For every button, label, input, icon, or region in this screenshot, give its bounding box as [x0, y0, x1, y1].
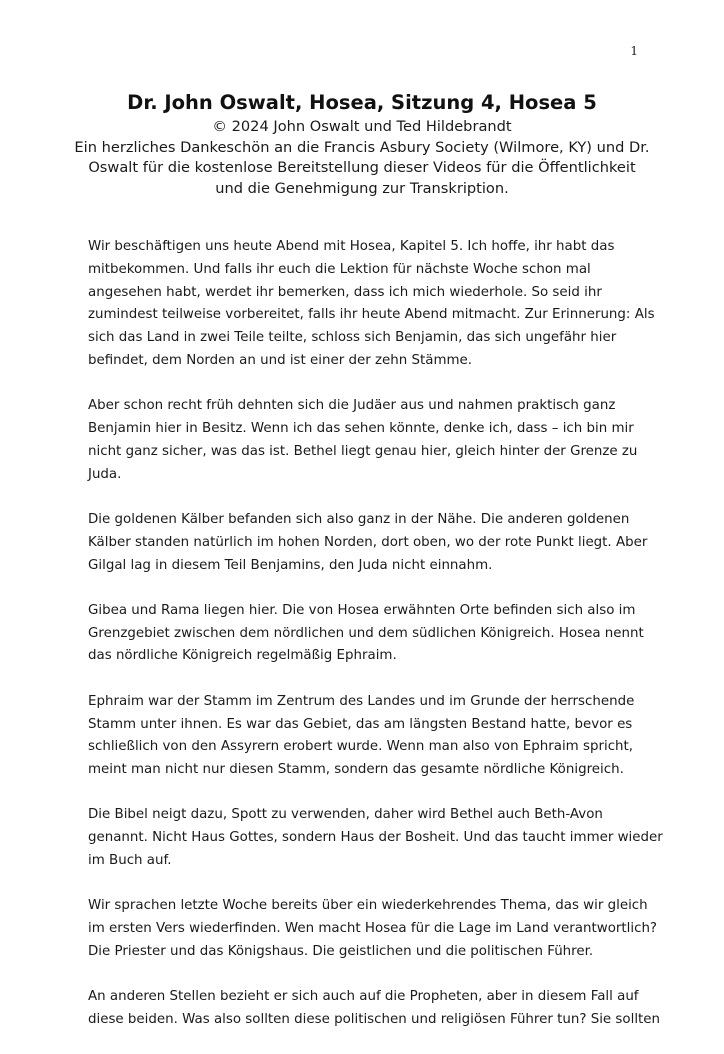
paragraph-line: schließlich von den Assyrern erobert wurde. Wenn man also von Ephraim spricht,: [88, 739, 634, 755]
paragraph: [88, 895, 658, 963]
document-title: Dr. John Oswalt, Hosea, Sitzung 4, Hosea 5: [127, 91, 597, 114]
document-body: [88, 236, 663, 1054]
paragraph-line: nicht ganz sicher, was das ist. Bethel liegt genau hier, gleich hinter der Grenze zu: [88, 443, 638, 459]
paragraph-line: mitbekommen. Und falls ihr euch die Lektion für nächste Woche schon mal: [88, 261, 591, 277]
paragraph-line: das nördliche Königreich regelmäßig Ephraim.: [88, 648, 397, 664]
paragraph-line: sich das Land in zwei Teile teilte, schloss sich Benjamin, das sich ungefähr hier: [88, 330, 617, 346]
paragraph-line: Die Priester und das Königshaus. Die geistlichen und die politischen Führer.: [88, 943, 594, 959]
acknowledgement-line: und die Genehmigung zur Transkription.: [215, 179, 509, 197]
paragraph-line: diese beiden. Was also sollten diese politischen und religiösen Führer tun? Sie sollten: [88, 1012, 661, 1028]
paragraph-line: Grenzgebiet zwischen dem nördlichen und dem südlichen Königreich. Hosea nennt: [88, 625, 644, 641]
paragraph-line: Juda.: [88, 466, 122, 482]
paragraph: [88, 600, 648, 668]
paragraph-line: Aber schon recht früh dehnten sich die Judäer aus und nahmen praktisch ganz: [88, 398, 616, 414]
paragraph-line: Stamm unter ihnen. Es war das Gebiet, das am längsten Bestand hatte, bevor es: [88, 716, 633, 732]
paragraph-line: im ersten Vers wiederfinden. Wen macht Hosea für die Lage im Land verantwortlich?: [88, 921, 658, 937]
paragraph-line: Gilgal lag in diesem Teil Benjamins, den Juda nicht einnahm.: [88, 557, 493, 573]
paragraph-line: Kälber standen natürlich im hohen Norden, dort oben, wo der rote Punkt liegt. Aber: [88, 534, 648, 550]
paragraph-line: befindet, dem Norden an und ist einer der zehn Stämme.: [88, 352, 473, 368]
copyright-line: © 2024 John Oswalt und Ted Hildebrandt: [212, 118, 512, 135]
paragraph-line: angesehen habt, werdet ihr bemerken, dass ich mich wiederhole. So seid ihr: [88, 284, 602, 300]
paragraph-line: zumindest teilweise vorbereitet, falls ihr heute Abend mitmacht. Zur Erinnerung: Als: [88, 307, 655, 323]
document-header: [70, 89, 654, 199]
paragraph-line: Die goldenen Kälber befanden sich also ganz in der Nähe. Die anderen goldenen: [88, 511, 630, 527]
paragraph: [88, 395, 648, 486]
paragraph: [88, 691, 648, 782]
paragraph-line: Benjamin hier in Besitz. Wenn ich das sehen könnte, denke ich, dass – ich bin mir: [88, 421, 634, 437]
paragraph-line: Ephraim war der Stamm im Zentrum des Landes und im Grunde der herrschende: [88, 693, 635, 709]
paragraph-line: Gibea und Rama liegen hier. Die von Hosea erwähnten Orte befinden sich also im: [88, 602, 636, 618]
paragraph-line: Wir beschäftigen uns heute Abend mit Hosea, Kapitel 5. Ich hoffe, ihr habt das: [88, 239, 615, 254]
paragraph-line: Die Bibel neigt dazu, Spott zu verwenden, daher wird Bethel auch Beth-Avon: [88, 807, 603, 823]
paragraph-line: genannt. Nicht Haus Gottes, sondern Haus der Bosheit. Und das taucht immer wieder: [88, 830, 663, 846]
paragraph-line: meint man nicht nur diesen Stamm, sondern das gesamte nördliche Königreich.: [88, 762, 624, 778]
paragraph: [88, 986, 661, 1032]
page-number: 1: [630, 44, 638, 58]
paragraph-line: Wir sprachen letzte Woche bereits über ein wiederkehrendes Thema, das wir gleich: [88, 898, 648, 914]
acknowledgement-line: Oswalt für die kostenlose Bereitstellung dieser Videos für die Öffentlichkeit: [88, 159, 636, 176]
paragraph: [88, 804, 663, 872]
acknowledgement-line: Ein herzliches Dankeschön an die Francis Asbury Society (Wilmore, KY) und Dr.: [74, 138, 650, 156]
paragraph-line: im Buch auf.: [88, 853, 172, 869]
paragraph: [88, 509, 648, 577]
paragraph: [88, 236, 655, 373]
paragraph-line: An anderen Stellen bezieht er sich auch auf die Propheten, aber in diesem Fall auf: [88, 989, 639, 1005]
